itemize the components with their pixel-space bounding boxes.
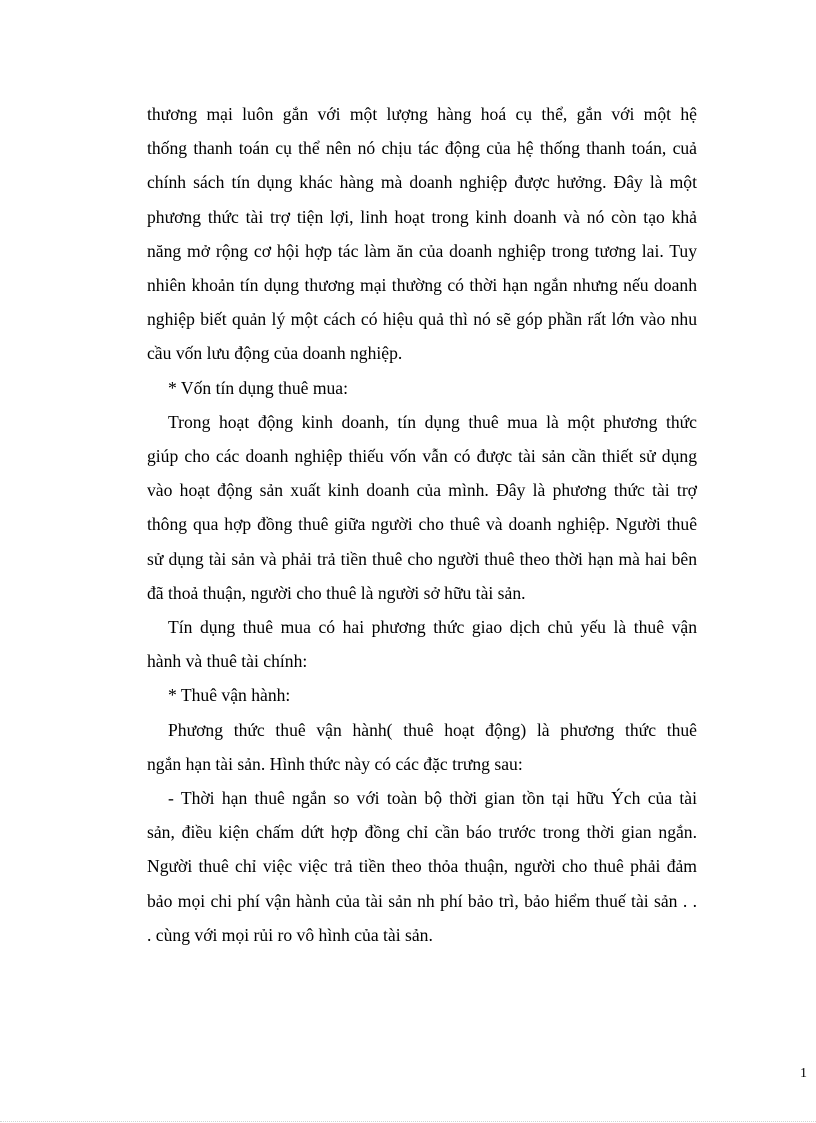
document-body (147, 97, 697, 952)
text-line: Phương thức thuê vận hành( thuê hoạt động) là phương thức thuê (168, 719, 697, 740)
text-line: đã thoả thuận, người cho thuê là người sở hữu tài sản. (147, 582, 526, 603)
text-line: nhiên khoản tín dụng thương mại thường có thời hạn ngắn nhưng nếu doanh (147, 275, 697, 296)
page-number: 1 (800, 1066, 807, 1081)
text-line: Trong hoạt động kinh doanh, tín dụng thuê mua là một phương thức (168, 411, 697, 432)
text-line: cầu vốn lưu động của doanh nghiệp. (147, 343, 403, 364)
text-line: sử dụng tài sản và phải trả tiền thuê cho người thuê theo thời hạn mà hai bên (147, 548, 697, 569)
text-line: Người thuê chỉ việc việc trả tiền theo thỏa thuận, người cho thuê phải đảm (147, 856, 697, 877)
text-line: ngắn hạn tài sản. Hình thức này có các đặc trưng sau: (147, 753, 523, 774)
text-line: nghiệp biết quản lý một cách có hiệu quả thì nó sẽ góp phần rất lớn vào nhu (147, 309, 697, 330)
text-line: vào hoạt động sản xuất kinh doanh của mình. Đây là phương thức tài trợ (147, 480, 697, 501)
text-line: năng mở rộng cơ hội hợp tác làm ăn của doanh nghiệp trong tương lai. Tuy (147, 240, 697, 261)
text-line: thương mại luôn gắn với một lượng hàng hoá cụ thể, gắn với một hệ (147, 104, 697, 124)
section-heading: * Vốn tín dụng thuê mua: (168, 377, 349, 398)
text-line: hành và thuê tài chính: (147, 651, 308, 672)
text-line: bảo mọi chi phí vận hành của tài sản nh phí bảo trì, bảo hiểm thuế tài sản . . (147, 890, 697, 911)
text-line: giúp cho các doanh nghiệp thiếu vốn vẫn có được tài sản cần thiết sử dụng (147, 446, 697, 467)
text-line: sản, điều kiện chấm dứt hợp đồng chỉ cần báo trước trong thời gian ngắn. (147, 822, 697, 843)
text-line: phương thức tài trợ tiện lợi, linh hoạt trong kinh doanh và nó còn tạo khả (147, 206, 697, 227)
text-line: - Thời hạn thuê ngắn so với toàn bộ thời gian tồn tại hữu Ých của tài (168, 788, 697, 809)
section-heading: * Thuê vận hành: (168, 685, 291, 706)
text-line: Tín dụng thuê mua có hai phương thức giao dịch chủ yếu là thuê vận (168, 617, 697, 638)
text-line: . cùng với mọi rủi ro vô hình của tài sản. (147, 924, 433, 945)
text-line: chính sách tín dụng khác hàng mà doanh nghiệp được hưởng. Đây là một (147, 172, 697, 193)
text-line: thống thanh toán cụ thể nên nó chịu tác động của hệ thống thanh toán, cuả (147, 138, 697, 159)
text-line: thông qua hợp đồng thuê giữa người cho thuê và doanh nghiệp. Người thuê (147, 514, 697, 535)
page-bottom-divider (0, 1121, 816, 1122)
